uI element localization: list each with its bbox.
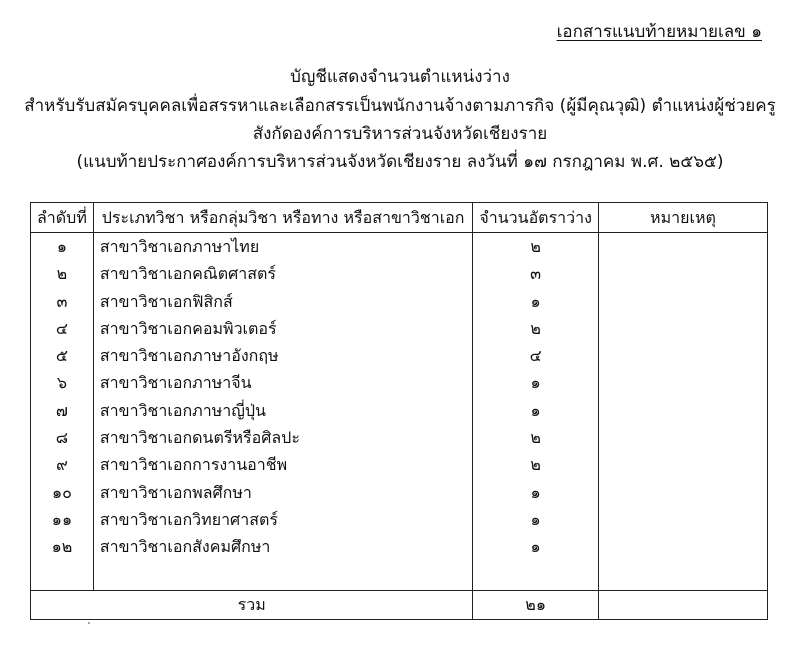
row-order: ๑๒ <box>31 533 94 560</box>
table-header-row <box>31 203 768 233</box>
table-row <box>31 397 768 424</box>
column-header-vacancy-count: จำนวนอัตราว่าง <box>473 203 599 233</box>
row-order: ๑๑ <box>31 506 94 533</box>
row-remark <box>598 288 767 315</box>
row-subject: สาขาวิชาเอกภาษาไทย <box>93 233 472 261</box>
row-vacancy-count: ๑ <box>473 288 599 315</box>
row-order: ๖ <box>31 369 94 396</box>
row-vacancy-count: ๒ <box>473 233 599 261</box>
row-vacancy-count: ๒ <box>473 451 599 478</box>
total-label: รวม <box>31 591 473 620</box>
row-vacancy-count: ๒ <box>473 424 599 451</box>
affiliation-line: สังกัดองค์การบริหารส่วนจังหวัดเชียงราย <box>252 124 548 144</box>
row-vacancy-count: ๑ <box>473 369 599 396</box>
row-remark <box>598 260 767 287</box>
blank-cell <box>598 561 767 591</box>
table-row <box>31 288 768 315</box>
column-header-subject: ประเภทวิชา หรือกลุ่มวิชา หรือทาง หรือสาขาวิชาเอก <box>93 203 472 233</box>
row-remark <box>598 506 767 533</box>
row-remark <box>598 533 767 560</box>
table-row <box>31 315 768 342</box>
row-remark <box>598 233 767 261</box>
table-row <box>31 506 768 533</box>
document-title: บัญชีแสดงจำนวนตำแหน่งว่าง <box>290 67 510 87</box>
total-row <box>31 591 768 620</box>
blank-cell <box>31 561 94 591</box>
scan-speck <box>88 622 90 624</box>
total-remark <box>598 591 767 620</box>
row-remark <box>598 342 767 369</box>
row-subject: สาขาวิชาเอกภาษาญี่ปุ่น <box>93 397 472 424</box>
vacancy-table <box>30 202 768 620</box>
row-subject: สาขาวิชาเอกภาษาจีน <box>93 369 472 396</box>
table-row <box>31 369 768 396</box>
row-remark <box>598 424 767 451</box>
row-subject: สาขาวิชาเอกคณิตศาสตร์ <box>93 260 472 287</box>
row-order: ๑๐ <box>31 479 94 506</box>
row-order: ๗ <box>31 397 94 424</box>
table-row <box>31 479 768 506</box>
column-header-order: ลำดับที่ <box>31 203 94 233</box>
row-vacancy-count: ๑ <box>473 533 599 560</box>
row-subject: สาขาวิชาเอกวิทยาศาสตร์ <box>93 506 472 533</box>
column-header-remark: หมายเหตุ <box>598 203 767 233</box>
blank-cell <box>473 561 599 591</box>
row-subject: สาขาวิชาเอกการงานอาชีพ <box>93 451 472 478</box>
row-vacancy-count: ๔ <box>473 342 599 369</box>
table-row <box>31 260 768 287</box>
table-row-blank <box>31 561 768 591</box>
table-row <box>31 424 768 451</box>
row-subject: สาขาวิชาเอกภาษาอังกฤษ <box>93 342 472 369</box>
row-subject: สาขาวิชาเอกฟิสิกส์ <box>93 288 472 315</box>
table-row <box>31 533 768 560</box>
row-vacancy-count: ๑ <box>473 506 599 533</box>
row-order: ๑ <box>31 233 94 261</box>
row-subject: สาขาวิชาเอกพลศึกษา <box>93 479 472 506</box>
row-remark <box>598 479 767 506</box>
row-remark <box>598 451 767 478</box>
row-order: ๙ <box>31 451 94 478</box>
row-subject: สาขาวิชาเอกสังคมศึกษา <box>93 533 472 560</box>
row-order: ๔ <box>31 315 94 342</box>
table-row <box>31 451 768 478</box>
row-remark <box>598 397 767 424</box>
row-vacancy-count: ๑ <box>473 397 599 424</box>
row-order: ๒ <box>31 260 94 287</box>
table-row <box>31 342 768 369</box>
table-row <box>31 233 768 261</box>
row-order: ๘ <box>31 424 94 451</box>
announcement-reference: (แนบท้ายประกาศองค์การบริหารส่วนจังหวัดเชียงราย ลงวันที่ ๑๗ กรกฎาคม พ.ศ. ๒๕๖๕) <box>76 152 724 172</box>
attachment-reference: เอกสารแนบท้ายหมายเลข ๑ <box>556 22 762 42</box>
row-remark <box>598 315 767 342</box>
row-vacancy-count: ๓ <box>473 260 599 287</box>
document-subtitle: สำหรับรับสมัครบุคคลเพื่อสรรหาและเลือกสรรเป็นพนักงานจ้างตามภารกิจ (ผู้มีคุณวุฒิ) ตำแหน่งผู้ช่วยครู <box>24 96 776 116</box>
row-vacancy-count: ๑ <box>473 479 599 506</box>
row-order: ๓ <box>31 288 94 315</box>
total-vacancy-count: ๒๑ <box>473 591 599 620</box>
row-subject: สาขาวิชาเอกดนตรีหรือศิลปะ <box>93 424 472 451</box>
row-order: ๕ <box>31 342 94 369</box>
blank-cell <box>93 561 472 591</box>
row-remark <box>598 369 767 396</box>
row-subject: สาขาวิชาเอกคอมพิวเตอร์ <box>93 315 472 342</box>
row-vacancy-count: ๒ <box>473 315 599 342</box>
